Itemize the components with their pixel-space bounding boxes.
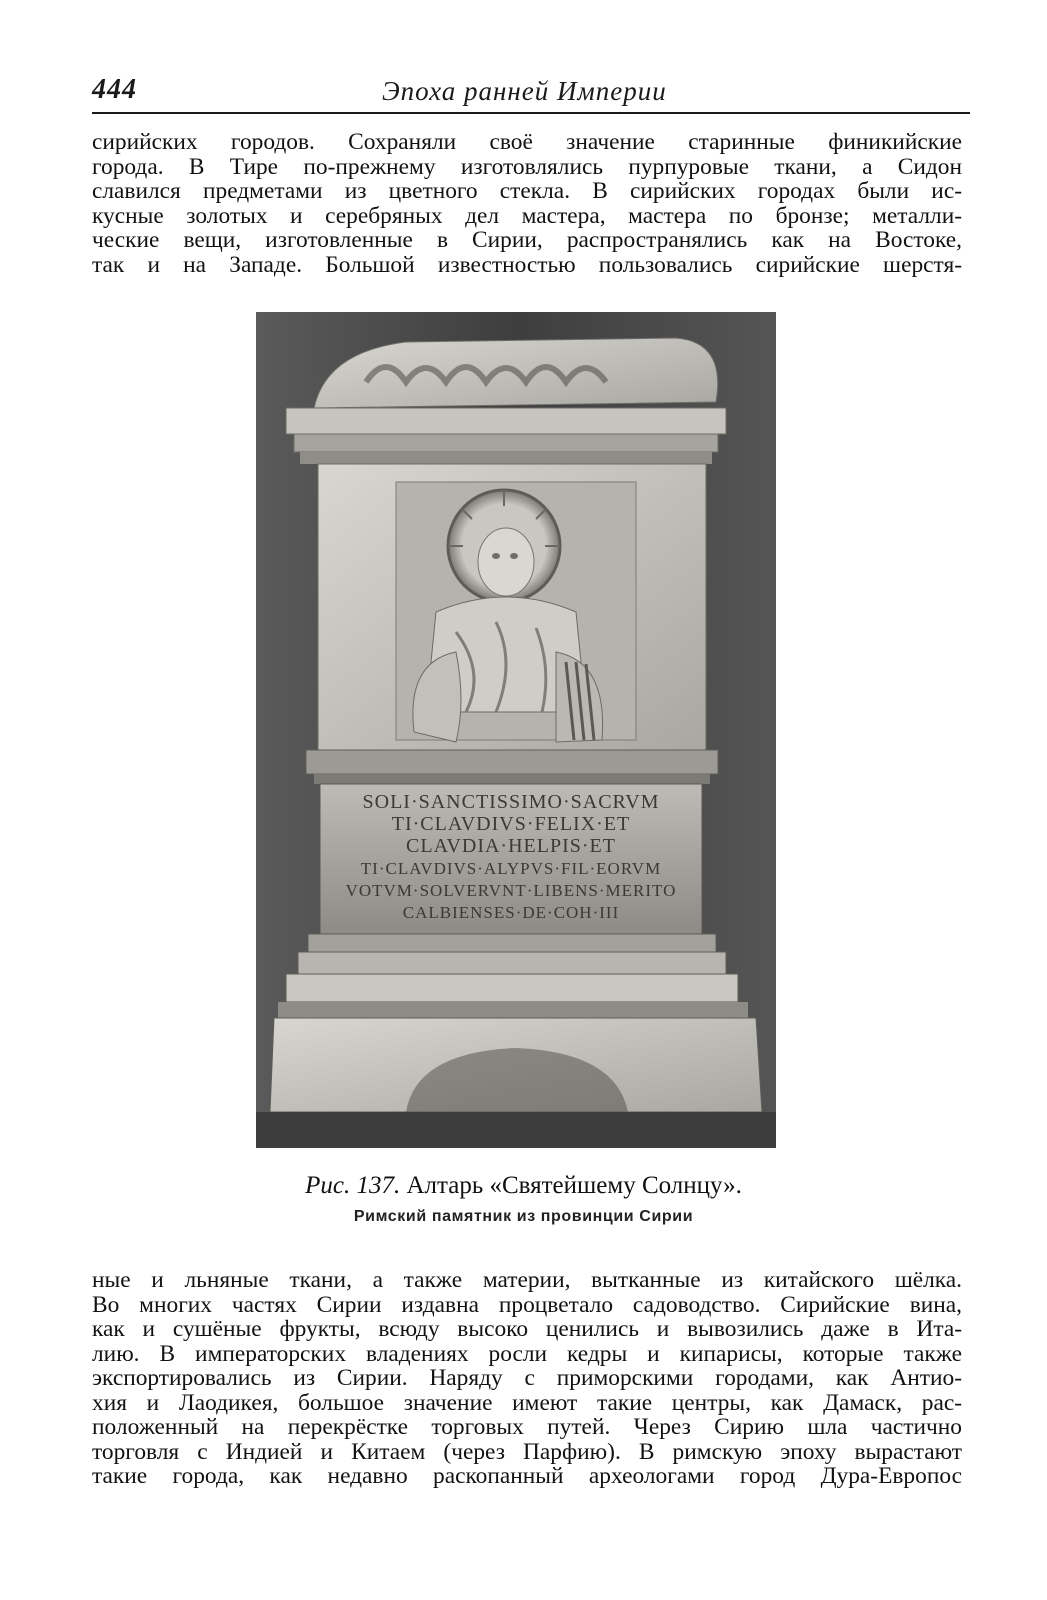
figure-subtitle: Римский памятник из провинции Сирии [353, 1208, 694, 1225]
text-line: кусные золотых и серебряных дел мастера, мастера по бронзе; металли- [92, 202, 962, 229]
paragraph-bottom [92, 1268, 962, 1489]
text-line: экспортировались из Сирии. Наряду с приморскими городами, как Антио- [92, 1365, 962, 1391]
header-rule [92, 112, 970, 114]
text-line: Во многих частях Сирии издавна процветало садоводство. Сирийские вина, [92, 1291, 962, 1318]
page-number: 444 [92, 74, 137, 105]
text-line: как и сушёные фрукты, всюду высоко ценились и вывозились даже в Ита- [92, 1316, 962, 1342]
text-line: сирийских городов. Сохраняли своё значение старинные финикийские [92, 129, 962, 155]
inscription-line: VOTVM·SOLVERVNT·LIBENS·MERITO [345, 881, 677, 900]
text-line: ческие вещи, изготовленные в Сирии, распространялись как на Востоке, [92, 227, 962, 253]
text-line: ные и льняные ткани, а также материи, вытканные из китайского шёлка. [92, 1267, 962, 1293]
inscription-line: CALBIENSES·DE·COH·III [402, 903, 620, 922]
text-line: так и на Западе. Большой известностью пользовались сирийские шерстя- [92, 251, 962, 278]
figure-label: Рис. 137. [305, 1172, 401, 1199]
paragraph-top [92, 130, 962, 277]
text-line: такие города, как недавно раскопанный археологами город Дура-Европос [92, 1463, 962, 1489]
text-line: славился предметами из цветного стекла. В сирийских городах были ис- [92, 178, 962, 204]
inscription-line: TI·CLAVDIVS·ALYPVS·FIL·EORVM [360, 859, 662, 878]
text-line: положенный на перекрёстке торговых путей. Через Сирию шла частично [92, 1414, 962, 1440]
altar-photograph [256, 312, 776, 1148]
figure-caption [0, 1172, 1047, 1200]
text-line: хия и Лаодикея, большое значение имеют такие центры, как Дамаск, рас- [92, 1389, 962, 1416]
text-line: лию. В императорских владениях росли кедры и кипарисы, которые также [92, 1340, 962, 1367]
text-line: города. В Тире по-прежнему изготовлялись пурпуровые ткани, а Сидон [92, 153, 962, 180]
page-header [92, 74, 970, 114]
running-title: Эпоха ранней Империи [382, 76, 667, 106]
inscription-line: SOLI·SANCTISSIMO·SACRVM [362, 791, 660, 813]
inscription-line: TI·CLAVDIVS·FELIX·ET [391, 813, 631, 835]
figure-title: Алтарь «Святейшему Солнцу». [406, 1172, 742, 1199]
text-line: торговля с Индией и Китаем (через Парфию). В римскую эпоху вырастают [92, 1438, 962, 1465]
inscription-line: CLAVDIA·HELPIS·ET [406, 835, 616, 857]
